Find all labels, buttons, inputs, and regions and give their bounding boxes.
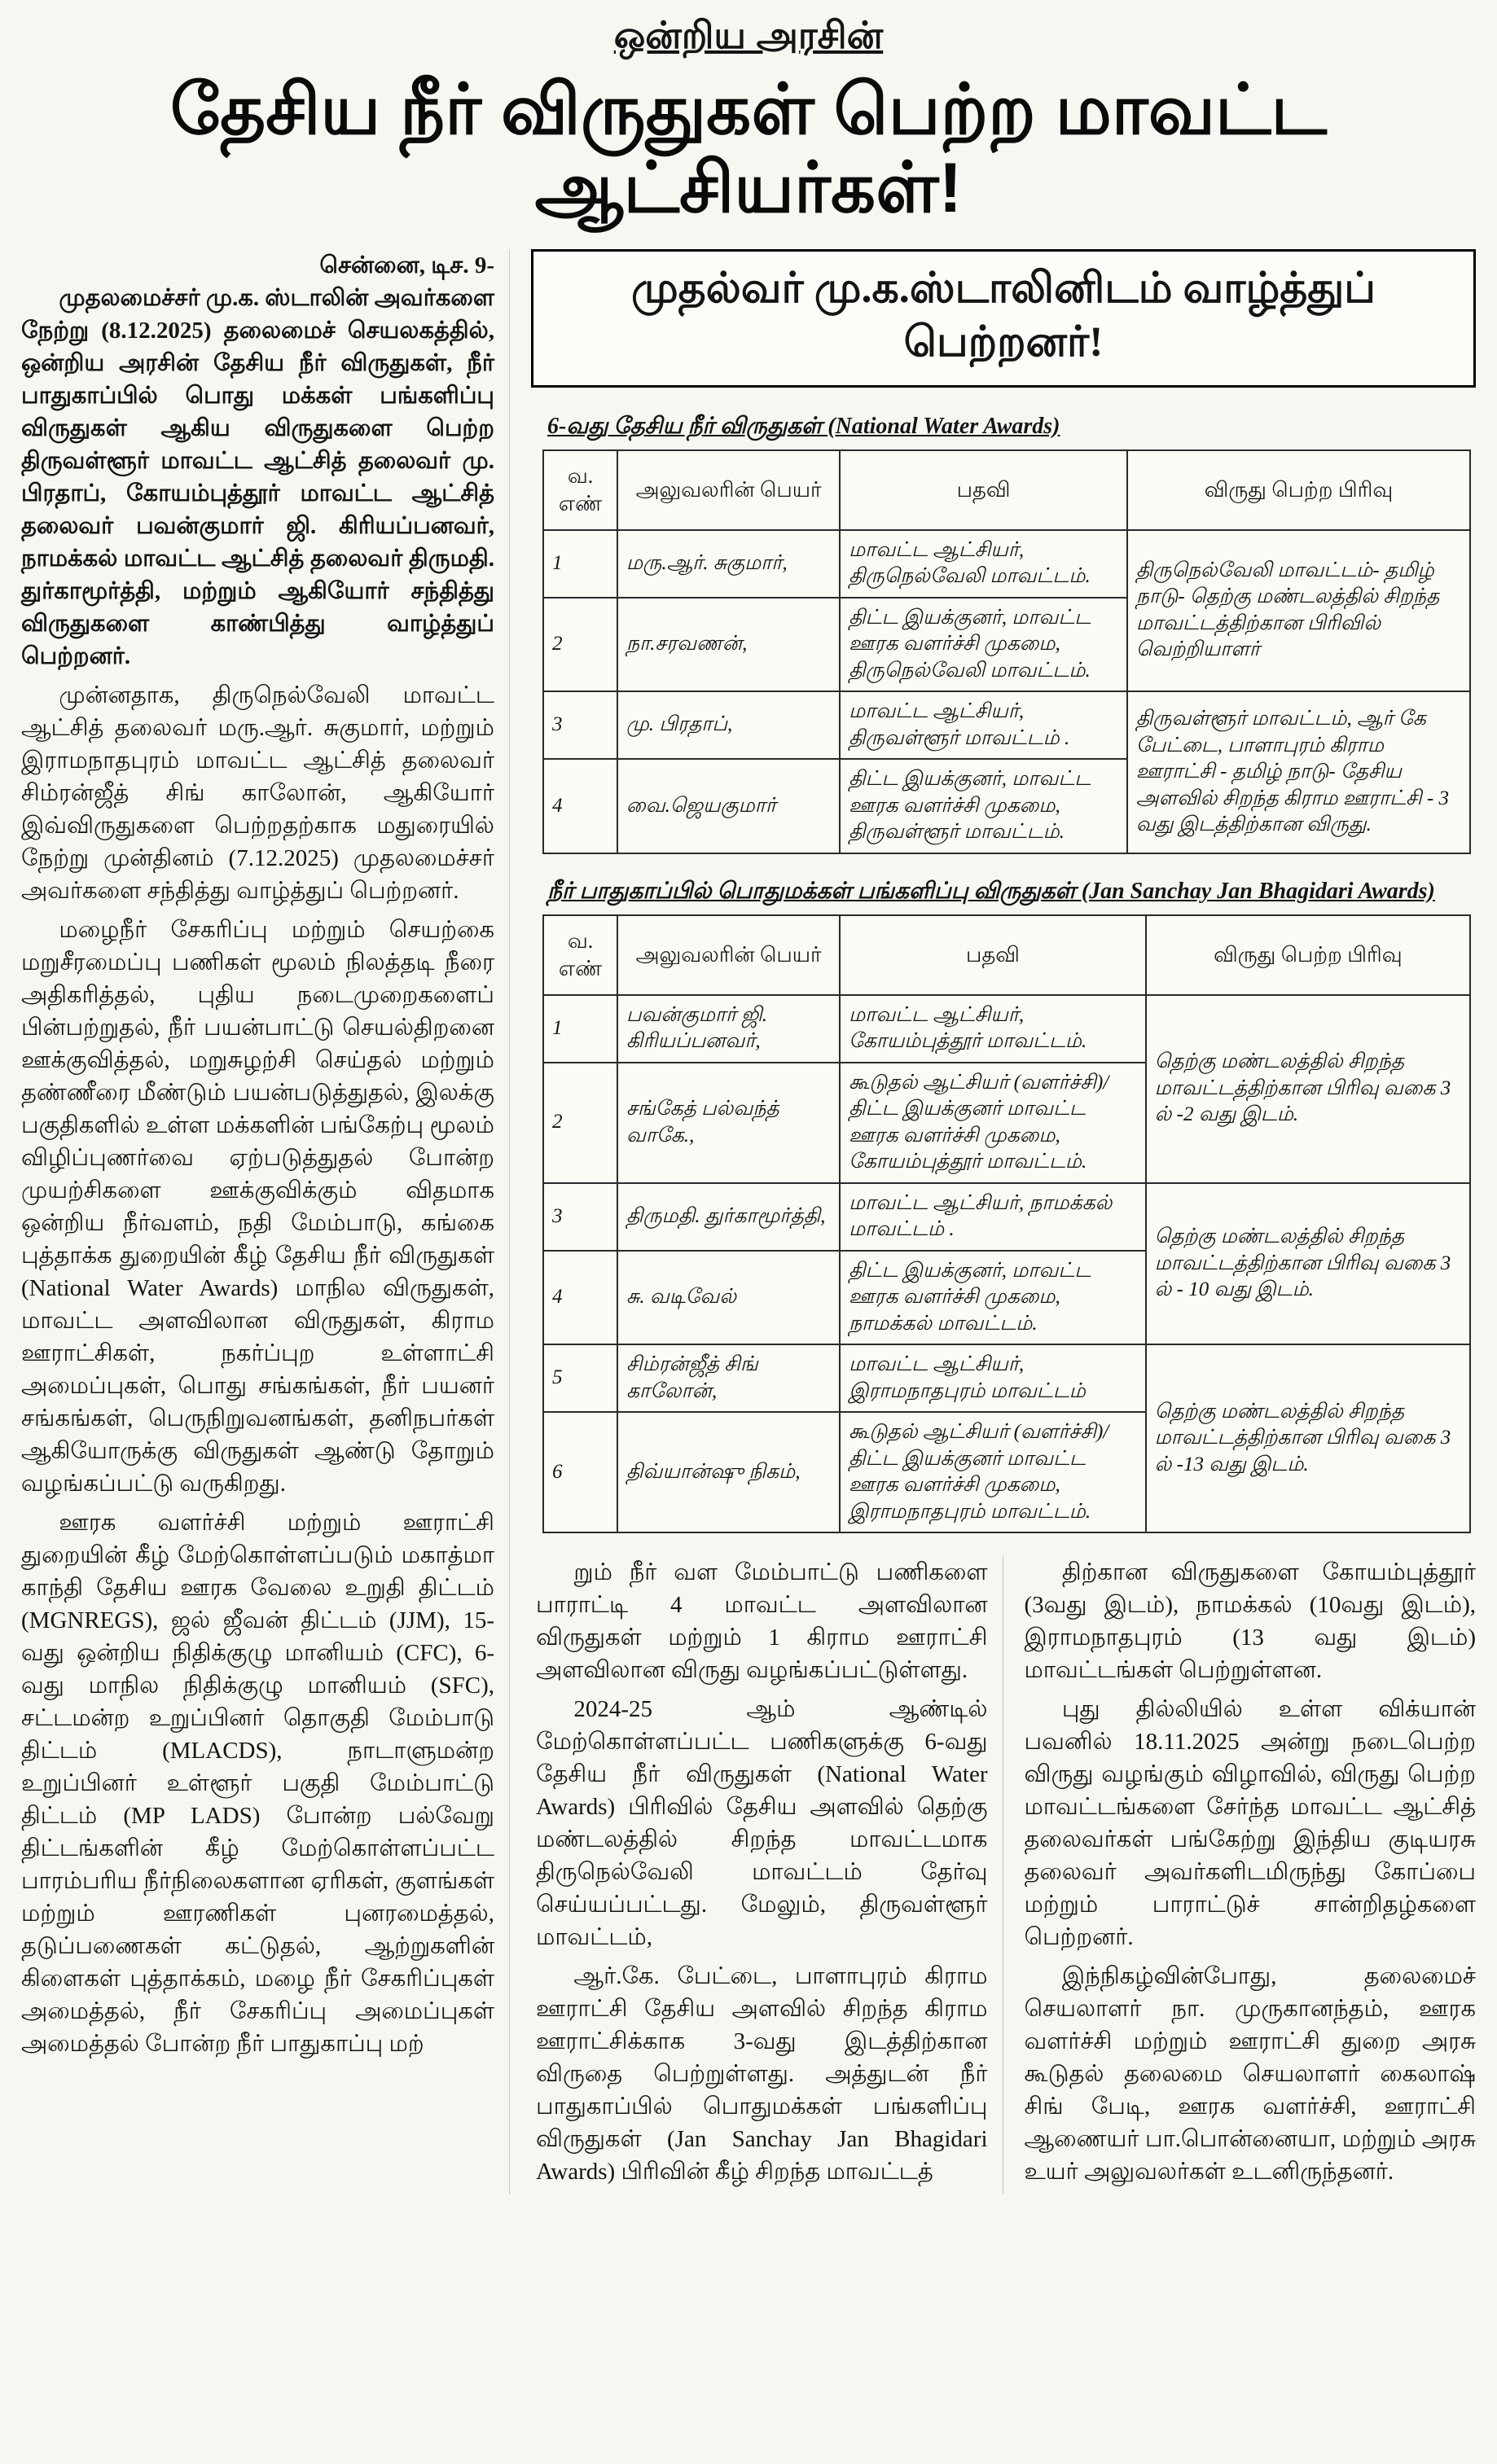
- col-header-award: விருது பெற்ற பிரிவு: [1127, 450, 1470, 530]
- cell-name: சிம்ரன்ஜீத் சிங் காலோன்,: [617, 1344, 840, 1412]
- cell-name: சு. வடிவேல்: [617, 1251, 840, 1345]
- col-header-name: அலுவலரின் பெயர்: [617, 915, 840, 995]
- cell-name: பவன்குமார் ஜி. கிரியப்பனவர்,: [617, 995, 840, 1063]
- cell-serial: 1: [543, 530, 617, 598]
- paragraph: றும் நீர் வள மேம்பாட்டு பணிகளை பாராட்டி 4 மாவட்ட அளவிலான விருதுகள் மற்றும் 1 கிராம ஊராட்சி அளவிலான விருது வழங்கப்பட்டுள்ளது.: [536, 1559, 988, 1684]
- cell-serial: 2: [543, 598, 617, 692]
- table-header-row: [543, 915, 1470, 995]
- cell-post: திட்ட இயக்குனர், மாவட்ட ஊரக வளர்ச்சி முகமை, நாமக்கல் மாவட்டம்.: [840, 1251, 1146, 1345]
- cell-serial: 5: [543, 1344, 617, 1412]
- main-headline: தேசிய நீர் விருதுகள் பெற்ற மாவட்ட ஆட்சியர்கள்!: [170, 71, 1327, 228]
- cell-post: கூடுதல் ஆட்சியர் (வளர்ச்சி)/ திட்ட இயக்குனர் மாவட்ட ஊரக வளர்ச்சி முகமை, கோயம்புத்தூர் மாவட்டம்.: [840, 1063, 1146, 1183]
- paragraph: முன்னதாக, திருநெல்வேலி மாவட்ட ஆட்சித் தலைவர் மரு.ஆர். சுகுமார், மற்றும் இராமநாதபுரம் மாவட்ட ஆட்சித் தலைவர் சிம்ரன்ஜீத் சிங் காலோன், ஆகியோர் இவ்விருதுகளை பெற்றதற்காக மதுரையில் நேற்று முன்தினம் (7.12.2025) முதலமைச்சர் அவர்களை சந்தித்து வாழ்த்துப் பெற்றனர்.: [21, 682, 494, 904]
- paragraph: 2024-25 ஆம் ஆண்டில் மேற்கொள்ளப்பட்ட பணிகளுக்கு 6-வது தேசிய நீர் விருதுகள் (National Water Awards) பிரிவில் தேசிய அளவில் தெற்கு மண்டலத்தில் சிறந்த மாவட்டமாக திருநெல்வேலி மாவட்டம் தேர்வு செய்யப்பட்டது. மேலும், திருவள்ளூர் மாவட்டம்,: [536, 1696, 988, 1951]
- cell-serial: 1: [543, 995, 617, 1063]
- cell-serial: 4: [543, 1251, 617, 1345]
- cell-name: திவ்யான்ஷு நிகம்,: [617, 1412, 840, 1532]
- cell-name: வை.ஜெயகுமார்: [617, 759, 840, 853]
- middle-text-column: [536, 1556, 1003, 2194]
- paragraph: இந்நிகழ்வின்போது, தலைமைச் செயலாளர் நா. முருகானந்தம், ஊரக வளர்ச்சி மற்றும் ஊராட்சி துறை அரசு கூடுதல் தலைமை செயலாளர் கைலாஷ் சிங் பேடி, ஊரக வளர்ச்சி, ஊராட்சி ஆணையர் பா.பொன்னையா, மற்றும் அரசு உயர் அலுவலர்கள் உடனிருந்தனர்.: [1024, 1963, 1476, 2186]
- left-text-column: [21, 249, 510, 2195]
- cell-award: தெற்கு மண்டலத்தில் சிறந்த மாவட்டத்திற்கான பிரிவு வகை 3 ல் -13 வது இடம்.: [1146, 1344, 1470, 1532]
- col-header-name: அலுவலரின் பெயர்: [617, 450, 840, 530]
- cell-serial: 3: [543, 1183, 617, 1251]
- cell-name: திருமதி. துர்காமூர்த்தி,: [617, 1183, 840, 1251]
- lead-paragraph: முதலமைச்சர் மு.க. ஸ்டாலின் அவர்களை நேற்று (8.12.2025) தலைமைச் செயலகத்தில், ஒன்றிய அரசின் தேசிய நீர் விருதுகள், நீர் பாதுகாப்பில் பொது மக்கள் பங்களிப்பு விருதுகள் ஆகிய விருதுகளை பெற்ற திருவள்ளூர் மாவட்ட ஆட்சித் தலைவர் மு. பிரதாப், கோயம்புத்தூர் மாவட்ட ஆட்சித் தலைவர் பவன்குமார் ஜி. கிரியப்பனவர், நாமக்கல் மாவட்ட ஆட்சித் தலைவர் திருமதி. துர்காமூர்த்தி, மற்றும் ஆகியோர் சந்தித்து விருதுகளை காண்பித்து வாழ்த்துப் பெற்றனர்.: [21, 284, 494, 669]
- table-row: [543, 691, 1470, 759]
- cell-award: திருவள்ளூர் மாவட்டம், ஆர் கே பேட்டை, பாளாபுரம் கிராம ஊராட்சி - தமிழ் நாடு- தேசிய அளவில் சிறந்த கிராம ஊராட்சி - 3 வது இடத்திற்கான விருது.: [1127, 691, 1470, 853]
- table2-title: நீர் பாதுகாப்பில் பொதுமக்கள் பங்களிப்பு விருதுகள் (Jan Sanchay Jan Bhagidari Awards): [547, 878, 1435, 904]
- jan-bhagidari-awards-table: [542, 914, 1471, 1533]
- col-header-post: பதவி: [840, 450, 1127, 530]
- table-row: [543, 1344, 1470, 1412]
- paragraph: திற்கான விருதுகளை கோயம்புத்தூர் (3வது இடம்), நாமக்கல் (10வது இடம்), இராமநாதபுரம் (13 வது இடம்) மாவட்டங்கள் பெற்றுள்ளன.: [1024, 1559, 1476, 1684]
- col-header-serial: வ. எண்: [543, 915, 617, 995]
- cell-post: கூடுதல் ஆட்சியர் (வளர்ச்சி)/ திட்ட இயக்குனர் மாவட்ட ஊரக வளர்ச்சி முகமை, இராமநாதபுரம் மாவட்டம்.: [840, 1412, 1146, 1532]
- cell-serial: 6: [543, 1412, 617, 1532]
- cell-post: மாவட்ட ஆட்சியர், கோயம்புத்தூர் மாவட்டம்.: [840, 995, 1146, 1063]
- cell-serial: 2: [543, 1063, 617, 1183]
- dateline: சென்னை, டிச. 9-: [319, 252, 494, 278]
- table-row: [543, 530, 1470, 598]
- continuation-columns: [531, 1556, 1476, 2194]
- cell-name: நா.சரவணன்,: [617, 598, 840, 692]
- col-header-post: பதவி: [840, 915, 1146, 995]
- table1-title: 6-வது தேசிய நீர் விருதுகள் (National Water Awards): [547, 413, 1060, 439]
- article-body: [21, 249, 1476, 2195]
- right-area: [531, 249, 1476, 2195]
- paragraph: புது தில்லியில் உள்ள விக்யான் பவனில் 18.11.2025 அன்று நடைபெற்ற விருது வழங்கும் விழாவில், விருது பெற்ற மாவட்டங்களை சேர்ந்த மாவட்ட ஆட்சித் தலைவர்கள் பங்கேற்று இந்திய குடியரசு தலைவர் அவர்களிடமிருந்து கோப்பை மற்றும் பாராட்டுச் சான்றிதழ்களை பெற்றனர்.: [1024, 1696, 1476, 1951]
- paragraph: ஊரக வளர்ச்சி மற்றும் ஊராட்சி துறையின் கீழ் மேற்கொள்ளப்படும் மகாத்மா காந்தி தேசிய ஊரக வேலை உறுதி திட்டம் (MGNREGS), ஜல் ஜீவன் திட்டம் (JJM), 15-வது ஒன்றிய நிதிக்குழு மானியம் (CFC), 6-வது மாநில நிதிக்குழு மானியம் (SFC), சட்டமன்ற உறுப்பினர் தொகுதி மேம்பாடு திட்டம் (MLACDS), நாடாளுமன்ற உறுப்பினர் உள்ளூர் பகுதி மேம்பாட்டு திட்டம் (MP LADS) போன்ற பல்வேறு திட்டங்களின் கீழ் மேற்கொள்ளப்பட்ட பாரம்பரிய நீர்நிலைகளான ஏரிகள், குளங்கள் மற்றும் ஊரணிகள் புனரமைத்தல், தடுப்பணைகள் கட்டுதல், ஆற்றுகளின் கிளைகள் புத்தாக்கம், மழை நீர் சேகரிப்புகள் அமைத்தல், நீர் சேகரிப்பு அமைப்புகள் அமைத்தல் போன்ற நீர் பாதுகாப்பு மற்: [21, 1510, 494, 2058]
- cell-serial: 4: [543, 759, 617, 853]
- cell-post: மாவட்ட ஆட்சியர், இராமநாதபுரம் மாவட்டம்: [840, 1344, 1146, 1412]
- paragraph: ஆர்.கே. பேட்டை, பாளாபுரம் கிராம ஊராட்சி தேசிய அளவில் சிறந்த கிராம ஊராட்சிக்காக 3-வது இடத்திற்கான விருதை பெற்றுள்ளது. அத்துடன் நீர் பாதுகாப்பில் பொதுமக்கள் பங்களிப்பு விருதுகள் (Jan Sanchay Jan Bhagidari Awards) பிரிவின் கீழ் சிறந்த மாவட்டத்: [536, 1963, 988, 2186]
- paragraph: மழைநீர் சேகரிப்பு மற்றும் செயற்கை மறுசீரமைப்பு பணிகள் மூலம் நிலத்தடி நீரை அதிகரித்தல், புதிய நடைமுறைகளைப் பின்பற்றுதல், நீர் பயன்பாட்டு செயல்திறனை ஊக்குவித்தல், மறுசுழற்சி செய்தல் மற்றும் தண்ணீரை மீண்டும் பயன்படுத்துதல், இலக்கு பகுதிகளில் உள்ள மக்களின் பங்கேற்பு மூலம் விழிப்புணர்வை ஏற்படுத்துதல் போன்ற முயற்சிகளை ஊக்குவிக்கும் விதமாக ஒன்றிய நீர்வளம், நதி மேம்பாடு, கங்கை புத்தாக்க துறையின் கீழ் தேசிய நீர் விருதுகள் (National Water Awards) மாநில விருதுகள், மாவட்ட அளவிலான விருதுகள், கிராம ஊராட்சிகள், நகர்ப்புற உள்ளாட்சி அமைப்புகள், பொது சங்கங்கள், நீர் பயனர் சங்கங்கள், பெருநிறுவனங்கள், தனிநபர்கள் ஆகியோருக்கு விருதுகள் ஆண்டு தோறும் வழங்கப்பட்டு வருகிறது.: [21, 916, 494, 1497]
- cell-name: மரு.ஆர். சுகுமார்,: [617, 530, 840, 598]
- cell-award: திருநெல்வேலி மாவட்டம்- தமிழ் நாடு- தெற்கு மண்டலத்தில் சிறந்த மாவட்டத்திற்கான பிரிவில் வெற்றியாளர்: [1127, 530, 1470, 692]
- national-water-awards-table: [542, 449, 1471, 854]
- subheadline-box: முதல்வர் மு.க.ஸ்டாலினிடம் வாழ்த்துப் பெற்றனர்!: [531, 249, 1476, 388]
- cell-post: மாவட்ட ஆட்சியர், நாமக்கல் மாவட்டம் .: [840, 1183, 1146, 1251]
- cell-post: திட்ட இயக்குனர், மாவட்ட ஊரக வளர்ச்சி முகமை, திருநெல்வேலி மாவட்டம்.: [840, 598, 1127, 692]
- cell-name: மு. பிரதாப்,: [617, 691, 840, 759]
- cell-award: தெற்கு மண்டலத்தில் சிறந்த மாவட்டத்திற்கான பிரிவு வகை 3 ல் - 10 வது இடம்.: [1146, 1183, 1470, 1345]
- cell-serial: 3: [543, 691, 617, 759]
- cell-post: மாவட்ட ஆட்சியர், திருவள்ளூர் மாவட்டம் .: [840, 691, 1127, 759]
- kicker: ஒன்றிய அரசின்: [613, 14, 884, 56]
- cell-name: சங்கேத் பல்வந்த் வாகே.,: [617, 1063, 840, 1183]
- table-header-row: [543, 450, 1470, 530]
- cell-award: தெற்கு மண்டலத்தில் சிறந்த மாவட்டத்திற்கான பிரிவு வகை 3 ல் -2 வது இடம்.: [1146, 995, 1470, 1183]
- col-header-award: விருது பெற்ற பிரிவு: [1146, 915, 1470, 995]
- col-header-serial: வ. எண்: [543, 450, 617, 530]
- table-row: [543, 1183, 1470, 1251]
- tables-section: [531, 412, 1476, 1533]
- cell-post: திட்ட இயக்குனர், மாவட்ட ஊரக வளர்ச்சி முகமை, திருவள்ளூர் மாவட்டம்.: [840, 759, 1127, 853]
- cell-post: மாவட்ட ஆட்சியர், திருநெல்வேலி மாவட்டம்.: [840, 530, 1127, 598]
- right-text-column: [1025, 1556, 1477, 2194]
- table-row: [543, 995, 1470, 1063]
